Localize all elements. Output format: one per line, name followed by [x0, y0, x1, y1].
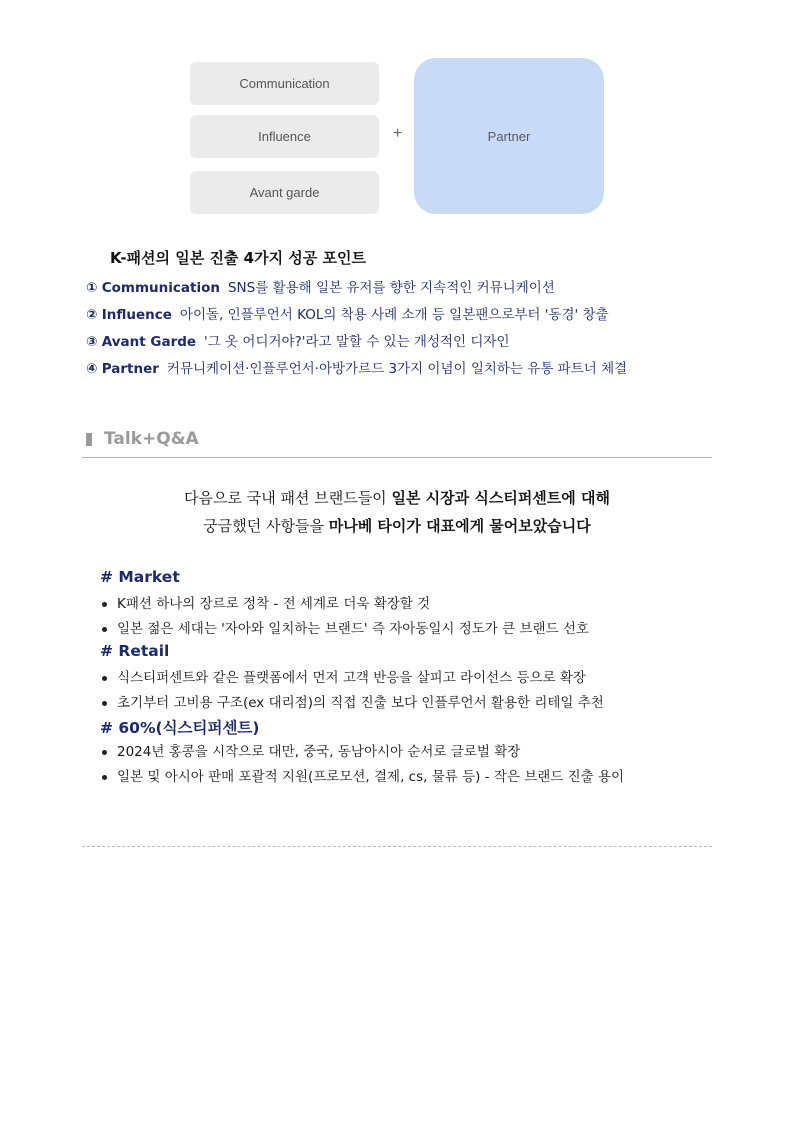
point-number: ② [86, 307, 98, 323]
plus-sign: + [393, 125, 403, 142]
point-description: 커뮤니케이션·인플루언서·아방가르드 3가지 이념이 일치하는 유통 파트너 체결 [166, 361, 628, 377]
communication-box: Communication [190, 62, 379, 105]
intro-paragraph [82, 484, 712, 540]
influence-box: Influence [190, 115, 379, 158]
point-description: SNS를 활용해 일본 유저를 향한 지속적인 커뮤니케이션 [227, 280, 555, 296]
intro-line-1 [82, 484, 712, 512]
intro-text: 궁금했던 사항들을 [203, 517, 329, 535]
point-description: 아이돌, 인플루언서 KOL의 착용 사례 소개 등 일본팬으로부터 '동경' 창출 [179, 307, 609, 323]
section-title [86, 429, 199, 449]
success-point [86, 331, 627, 358]
point-number: ① [86, 280, 98, 296]
point-keyword: Influence [101, 307, 172, 323]
list-item: 초기부터 고비용 구조(ex 대리점)의 직접 진출 보다 인플루언서 활용한 리테일 추천 [100, 693, 604, 718]
point-number: ③ [86, 334, 98, 350]
section-title-text: Talk+Q&A [104, 429, 199, 449]
list-item: 식스티퍼센트와 같은 플랫폼에서 먼저 고객 반응을 살피고 라이선스 등으로 확장 [100, 668, 604, 693]
category-title-sixty-percent: # 60%(식스티퍼센트) [100, 719, 260, 737]
success-points-list [86, 277, 627, 385]
list-item: K패션 하나의 장르로 정착 - 전 세계로 더욱 확장할 것 [100, 594, 589, 619]
market-list [100, 594, 589, 643]
section-divider [82, 457, 712, 458]
intro-text: 다음으로 국내 패션 브랜드들이 [184, 489, 392, 507]
list-item: 일본 및 아시아 판매 포괄적 지원(프로모션, 결제, cs, 물류 등) - 작은 브랜드 진출 용이 [100, 767, 624, 792]
success-points-heading: K-패션의 일본 진출 4가지 성공 포인트 [110, 249, 366, 267]
intro-emphasis: 일본 시장과 식스티퍼센트에 대해 [391, 489, 610, 507]
success-point [86, 277, 627, 304]
concept-diagram [0, 0, 793, 230]
retail-list [100, 668, 604, 717]
partner-box: Partner [414, 58, 604, 214]
list-item: 2024년 홍콩을 시작으로 대만, 중국, 동남아시아 순서로 글로벌 확장 [100, 742, 624, 767]
page-divider [82, 846, 712, 847]
success-point [86, 304, 627, 331]
point-description: '그 옷 어디거야?'라고 말할 수 있는 개성적인 디자인 [204, 334, 510, 350]
point-number: ④ [86, 361, 98, 377]
point-keyword: Avant Garde [101, 334, 197, 350]
sixty-percent-list [100, 742, 624, 791]
list-item: 일본 젊은 세대는 '자아와 일치하는 브랜드' 즉 자아동일시 정도가 큰 브랜드 선호 [100, 619, 589, 644]
point-keyword: Communication [101, 280, 220, 296]
avant-garde-box: Avant garde [190, 171, 379, 214]
section-marker-icon [86, 433, 92, 446]
intro-emphasis: 마나베 타이가 대표에게 물어보았습니다 [328, 517, 591, 535]
intro-line-2 [82, 512, 712, 540]
category-title-market: # Market [100, 568, 180, 586]
success-point [86, 358, 627, 385]
point-keyword: Partner [101, 361, 159, 377]
category-title-retail: # Retail [100, 642, 170, 660]
